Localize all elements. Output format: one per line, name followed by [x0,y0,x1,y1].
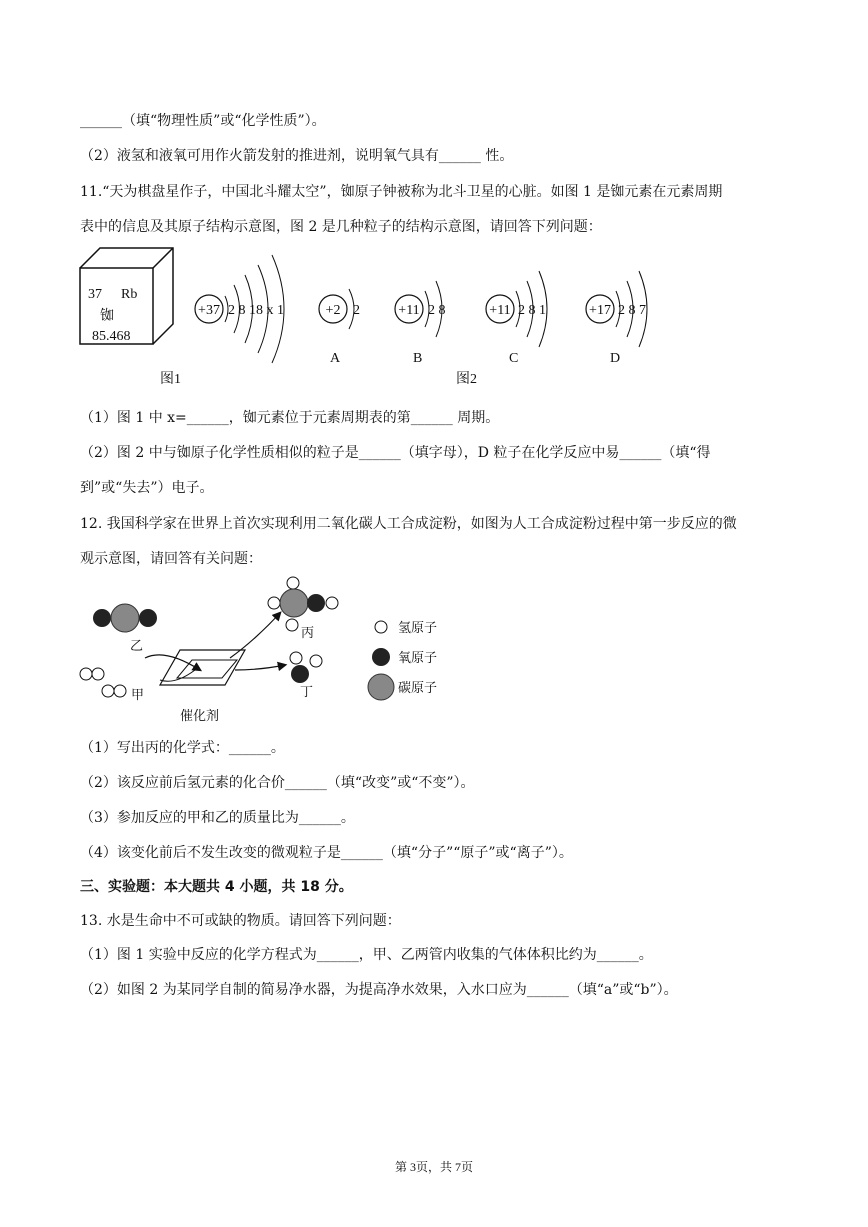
q10-2-line: （2）液氢和液氧可用作火箭发射的推进剂，说明氧气具有______ 性。 [80,148,514,164]
legend-oxygen: 氧原子 [398,651,438,666]
q12-4-line: （4）该变化前后不发生改变的微观粒子是______（填“分子”“原子”或“离子”）。 [80,845,573,861]
svg-text:乙: 乙 [130,639,144,654]
molecule-ding [290,652,322,700]
element-cell [80,248,173,344]
figure2-label: 图2 [456,372,477,385]
particle-d [586,271,647,366]
svg-text:2 8: 2 8 [428,303,446,318]
particle-b [395,281,446,366]
q12-stem-line2: 观示意图，请回答有关问题： [80,551,262,567]
svg-text:丙: 丙 [301,626,315,641]
molecule-yi [93,604,157,654]
q11-2-line: （2）图 2 中与铷原子化学性质相似的粒子是______（填字母），D 粒子在化学反应中易______（填“得 [80,445,711,461]
svg-text:+11: +11 [489,303,511,318]
svg-text:2 8 7: 2 8 7 [618,303,646,318]
catalyst-label: 催化剂 [180,709,220,724]
legend-hydrogen: 氢原子 [398,621,438,636]
rb-atom-diagram [195,255,284,363]
particle-c [486,271,547,366]
q12-2-line: （2）该反应前后氢元素的化合价______（填“改变”或“不变”）。 [80,775,475,791]
q10-blank-line: ______（填“物理性质”或“化学性质”）。 [80,113,326,129]
legend [368,621,437,700]
particle-d-label: D [610,351,621,366]
q11-stem-line1: 11.“天为棋盘星作子，中国北斗耀太空”，铷原子钟被称为北斗卫星的心脏。如图 1 是铷元素在元素周期 [80,184,723,200]
svg-text:2 8 1: 2 8 1 [518,303,546,318]
svg-text:+17: +17 [589,303,611,318]
particle-c-label: C [509,351,519,366]
legend-carbon: 碳原子 [398,681,438,696]
svg-text:+11: +11 [398,303,420,318]
q11-figure [0,225,868,385]
element-name: 铷 [100,309,114,324]
molecule-jia [80,668,144,703]
q13-stem-line: 13. 水是生命中不可或缺的物质。请回答下列问题： [80,913,401,929]
svg-text:2: 2 [353,303,360,318]
q11-2-line-cont: 到”或“失去”）电子。 [80,480,214,496]
particle-b-label: B [413,351,423,366]
rb-shells: 2 8 18 x 1 [228,303,284,318]
q12-stem-line1: 12. 我国科学家在世界上首次实现利用二氧化碳人工合成淀粉，如图为人工合成淀粉过程中第一步反应的微 [80,516,737,532]
molecule-bing [268,577,338,641]
figure1-label: 图1 [160,372,181,385]
svg-text:+2: +2 [325,303,341,318]
rb-nucleus: +37 [198,303,220,318]
atomic-number: 37 [88,287,102,302]
page-footer: 第 3页，共 7页 [394,1160,473,1174]
q12-1-line: （1）写出丙的化学式：______。 [80,740,285,756]
q11-1-line: （1）图 1 中 x=______，铷元素位于元素周期表的第______ 周期。 [80,410,500,426]
svg-text:甲: 甲 [131,688,145,703]
particle-a-label: A [330,351,341,366]
section-heading: 三、实验题：本大题共 4 小题，共 18 分。 [80,879,353,895]
particle-a [319,289,360,366]
element-symbol: Rb [121,287,138,302]
atomic-mass: 85.468 [92,329,131,344]
q12-reaction-figure [0,570,868,730]
svg-text:丁: 丁 [300,685,314,700]
q12-3-line: （3）参加反应的甲和乙的质量比为______。 [80,810,355,826]
q11-stem-line2: 表中的信息及其原子结构示意图，图 2 是几种粒子的结构示意图，请回答下列问题： [80,219,602,235]
catalyst-plane [145,613,285,724]
q13-1-line: （1）图 1 实验中反应的化学方程式为______，甲、乙两管内收集的气体体积比约为______。 [80,947,653,963]
q13-2-line: （2）如图 2 为某同学自制的简易净水器，为提高净水效果，入水口应为______（填“a”或“b”）。 [80,982,678,998]
